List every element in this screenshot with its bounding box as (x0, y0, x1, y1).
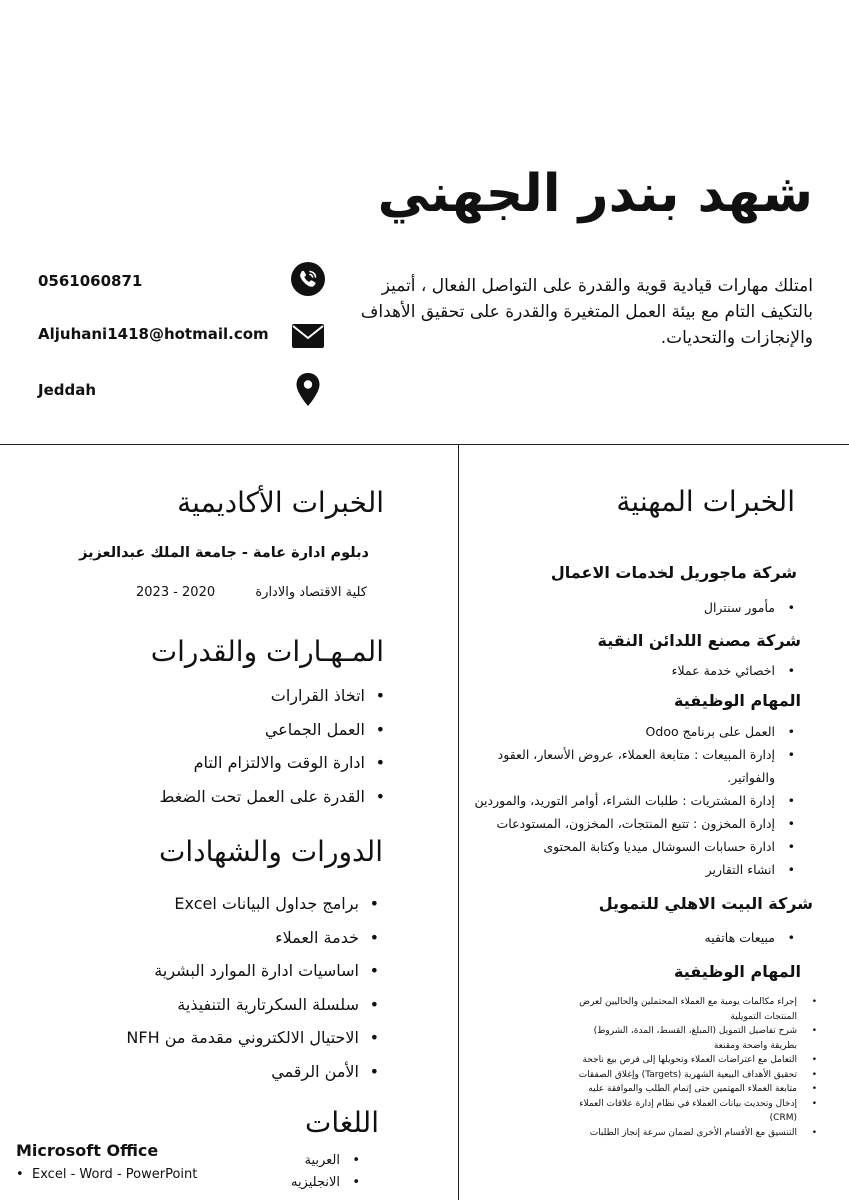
tasks-1-list (447, 720, 797, 881)
list-item: • مبيعات هاتفيه (705, 926, 798, 949)
candidate-name: شهد بندر الجهني (377, 164, 813, 224)
list-item: • التعامل مع اعتراضات العملاء وتحويلها إلى فرص بيع ناجحة (569, 1053, 819, 1068)
courses-list (126, 887, 381, 1088)
list-item: • مأمور سنترال (704, 596, 797, 619)
list-item: • إدارة المشتريات : طلبات الشراء، أوامر التوريد، والموردين (447, 789, 797, 812)
languages-heading: اللغات (305, 1106, 379, 1139)
list-item: • تحقيق الأهداف البيعية الشهرية (Targets) وإغلاق الصفقات (569, 1068, 819, 1083)
list-item: • إدخال وتحديث بيانات العملاء في نظام إدارة علاقات العملاء (CRM) (569, 1097, 819, 1126)
list-item: • ادارة حسابات السوشال ميديا وكتابة المحتوى (447, 835, 797, 858)
tasks-1-heading: المهام الوظيفية (674, 691, 801, 710)
company-3-name: شركة البيت الاهلي للتمويل (598, 894, 813, 913)
company-2-name: شركة مصنع اللدائن النقية (597, 631, 801, 650)
list-item: • إجراء مكالمات يومية مع العملاء المحتملين والحاليين لعرض المنتجات التمويلية (569, 995, 819, 1024)
list-item: • العربية (291, 1150, 362, 1172)
list-item: • الاحتيال الالكتروني مقدمة من NFH (126, 1021, 381, 1055)
office-apps: Excel - Word - PowerPoint (32, 1167, 198, 1182)
tasks-2-heading: المهام الوظيفية (674, 962, 801, 981)
languages-list (291, 1150, 362, 1194)
courses-heading: الدورات والشهادات (159, 835, 383, 868)
phone-icon (290, 261, 326, 297)
list-item: • العمل الجماعي (160, 713, 387, 747)
horizontal-divider (0, 444, 849, 445)
list-item: • سلسلة السكرتارية التنفيذية (126, 988, 381, 1022)
company-1-name: شركة ماجوريل لخدمات الاعمال (550, 563, 797, 582)
list-item: • انشاء التقارير (447, 858, 797, 881)
list-item: • خدمة العملاء (126, 921, 381, 955)
list-item: • التنسيق مع الأقسام الأخرى لضمان سرعة إنجاز الطلبات (569, 1126, 819, 1141)
list-item: • الانجليزيه (291, 1172, 362, 1194)
study-years: 2023 - 2020 (136, 585, 216, 600)
list-item: • اخصائي خدمة عملاء (672, 659, 797, 682)
company-2-roles (672, 659, 797, 682)
mail-icon (290, 318, 326, 354)
list-item: • برامج جداول البيانات Excel (126, 887, 381, 921)
list-item: • اتخاذ القرارات (160, 679, 387, 713)
office-heading: Microsoft Office (16, 1141, 159, 1160)
phone-number: 0561060871 (38, 272, 143, 290)
list-item: • ادارة الوقت والالتزام التام (160, 746, 387, 780)
list-item: • إدارة المخزون : تتبع المنتجات، المخزون، المستودعات (447, 812, 797, 835)
profile-summary: امتلك مهارات قيادية قوية والقدرة على التواصل الفعال ، أتميز بالتكيف التام مع بيئة العمل المتغيرة والقدرة على تحقيق الأهداف والإنجازات والتحديات. (360, 276, 813, 348)
tasks-2-list (569, 995, 819, 1140)
college: كلية الاقتصاد والادارة (255, 585, 367, 600)
degree: دبلوم ادارة عامة - جامعة الملك عبدالعزيز (79, 545, 369, 561)
list-item: • الأمن الرقمي (126, 1055, 381, 1089)
list-item: • إدارة المبيعات : متابعة العملاء، عروض الأسعار، العقود والفواتير. (447, 743, 797, 789)
academic-heading: الخبرات الأكاديمية (177, 486, 384, 519)
company-1-roles (704, 596, 797, 619)
list-item: • شرح تفاصيل التمويل (المبلغ، القسط، المدة، الشروط) بطريقة واضحة ومقنعة (569, 1024, 819, 1053)
company-3-roles (705, 926, 798, 949)
skills-heading: المـهـارات والقدرات (150, 635, 384, 668)
email-address: Aljuhani1418@hotmail.com (38, 325, 269, 343)
list-item: • القدرة على العمل تحت الضغط (160, 780, 387, 814)
bullet: • (16, 1167, 24, 1182)
list-item: • اساسيات ادارة الموارد البشرية (126, 954, 381, 988)
skills-list (160, 679, 387, 813)
city: Jeddah (38, 381, 97, 399)
list-item: • متابعة العملاء المهتمين حتى إتمام الطلب والموافقة عليه (569, 1082, 819, 1097)
location-pin-icon (290, 371, 326, 407)
office-item (16, 1167, 197, 1182)
experience-heading: الخبرات المهنية (616, 485, 795, 518)
list-item: • العمل على برنامج Odoo (447, 720, 797, 743)
